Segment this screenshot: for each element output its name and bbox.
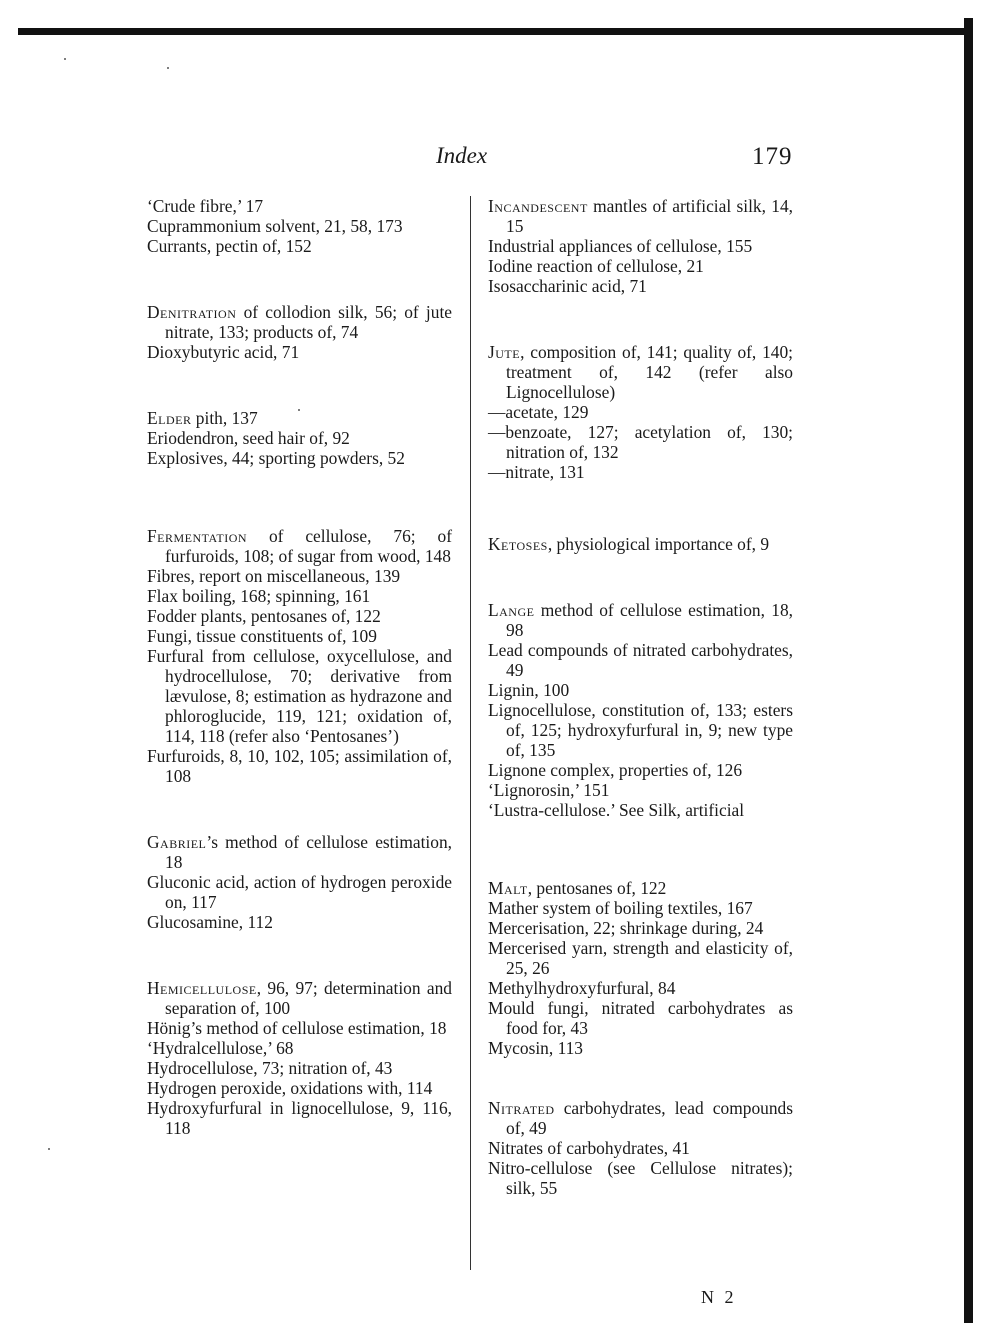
index-entry: Explosives, 44; sporting powders, 52	[147, 448, 405, 468]
right-border-rule	[964, 18, 973, 1323]
index-column-left	[147, 196, 452, 1138]
index-entry: ‘Lustra-cellulose.’ See Silk, artificial	[488, 800, 745, 820]
index-entry: Industrial appliances of cellulose, 155	[488, 236, 753, 256]
index-entry: Denitration of collodion silk, 56; of jute nitrate, 133; products of, 74	[147, 302, 452, 342]
index-column-right	[488, 196, 793, 1198]
index-entry: Lignone complex, properties of, 126	[488, 760, 743, 780]
index-entry: Nitrated carbohydrates, lead compounds of, 49	[488, 1098, 793, 1138]
index-entry: Furfuroids, 8, 10, 102, 105; assimilation of, 108	[147, 746, 452, 786]
index-entry: Lignocellulose, constitution of, 133; esters of, 125; hydroxyfurfural in, 9; new type of, 135	[488, 700, 793, 760]
index-entry: Gabriel’s method of cellulose estimation, 18	[147, 832, 452, 872]
index-entry: Flax boiling, 168; spinning, 161	[147, 586, 371, 606]
index-entry: Mather system of boiling textiles, 167	[488, 898, 753, 918]
index-entry: Fodder plants, pentosanes of, 122	[147, 606, 381, 626]
index-entry: Malt, pentosanes of, 122	[488, 878, 667, 898]
column-divider	[470, 196, 471, 1270]
index-entry: Nitro-cellulose (see Cellulose nitrates); silk, 55	[488, 1158, 793, 1198]
index-entry: Eriodendron, seed hair of, 92	[147, 428, 350, 448]
index-entry: Hydrogen peroxide, oxidations with, 114	[147, 1078, 433, 1098]
index-entry: —nitrate, 131	[488, 462, 585, 482]
index-entry: Hönig’s method of cellulose estimation, 18	[147, 1018, 447, 1038]
index-entry: Mercerised yarn, strength and elasticity of, 25, 26	[488, 938, 793, 978]
scan-speck	[48, 1148, 50, 1150]
index-entry: Cuprammonium solvent, 21, 58, 173	[147, 216, 403, 236]
index-entry: Iodine reaction of cellulose, 21	[488, 256, 704, 276]
index-entry: ‘Crude fibre,’ 17	[147, 196, 264, 216]
index-entry: Fungi, tissue constituents of, 109	[147, 626, 377, 646]
index-entry: Nitrates of carbohydrates, 41	[488, 1138, 690, 1158]
running-title: Index	[436, 143, 488, 168]
index-entry: ‘Hydralcellulose,’ 68	[147, 1038, 294, 1058]
top-border-rule	[18, 28, 964, 35]
index-entry: Fermentation of cellulose, 76; of furfuroids, 108; of sugar from wood, 148	[147, 526, 452, 566]
index-entry: Lead compounds of nitrated carbohydrates, 49	[488, 640, 793, 680]
index-entry: Elder pith, 137	[147, 408, 258, 428]
index-entry: ‘Lignorosin,’ 151	[488, 780, 610, 800]
index-entry: Mycosin, 113	[488, 1038, 584, 1058]
index-entry: Incandescent mantles of artificial silk, 14, 15	[488, 196, 793, 236]
index-entry: Mercerisation, 22; shrinkage during, 24	[488, 918, 764, 938]
index-entry: Furfural from cellulose, oxycellulose, and hydrocellulose, 70; derivative from lævulose, 8; estimation as hydrazone and phloroglucide, 119, 121; oxidation of, 114, 118 (refer also ‘Pentosanes’)	[147, 646, 452, 746]
index-entry: —benzoate, 127; acetylation of, 130; nitration of, 132	[488, 422, 793, 462]
index-entry: Currants, pectin of, 152	[147, 236, 312, 256]
index-entry: Lignin, 100	[488, 680, 570, 700]
scan-speck	[167, 67, 169, 69]
index-entry: —acetate, 129	[488, 402, 589, 422]
index-entry: Ketoses, physiological importance of, 9	[488, 534, 770, 554]
page-number: 179	[752, 143, 793, 170]
index-entry: Jute, composition of, 141; quality of, 140; treatment of, 142 (refer also Lignocellulose)	[488, 342, 793, 402]
signature-mark: N 2	[701, 1287, 737, 1307]
index-entry: Isosaccharinic acid, 71	[488, 276, 647, 296]
index-entry: Lange method of cellulose estimation, 18, 98	[488, 600, 793, 640]
scan-speck	[64, 58, 66, 60]
index-entry: Hydroxyfurfural in lignocellulose, 9, 116, 118	[147, 1098, 452, 1138]
index-entry: Mould fungi, nitrated carbohydrates as food for, 43	[488, 998, 793, 1038]
index-entry: Fibres, report on miscellaneous, 139	[147, 566, 401, 586]
index-entry: Hemicellulose, 96, 97; determination and separation of, 100	[147, 978, 452, 1018]
index-entry: Methylhydroxyfurfural, 84	[488, 978, 676, 998]
index-entry: Gluconic acid, action of hydrogen peroxide on, 117	[147, 872, 452, 912]
index-entry: Dioxybutyric acid, 71	[147, 342, 300, 362]
index-entry: Hydrocellulose, 73; nitration of, 43	[147, 1058, 393, 1078]
index-entry: Glucosamine, 112	[147, 912, 273, 932]
